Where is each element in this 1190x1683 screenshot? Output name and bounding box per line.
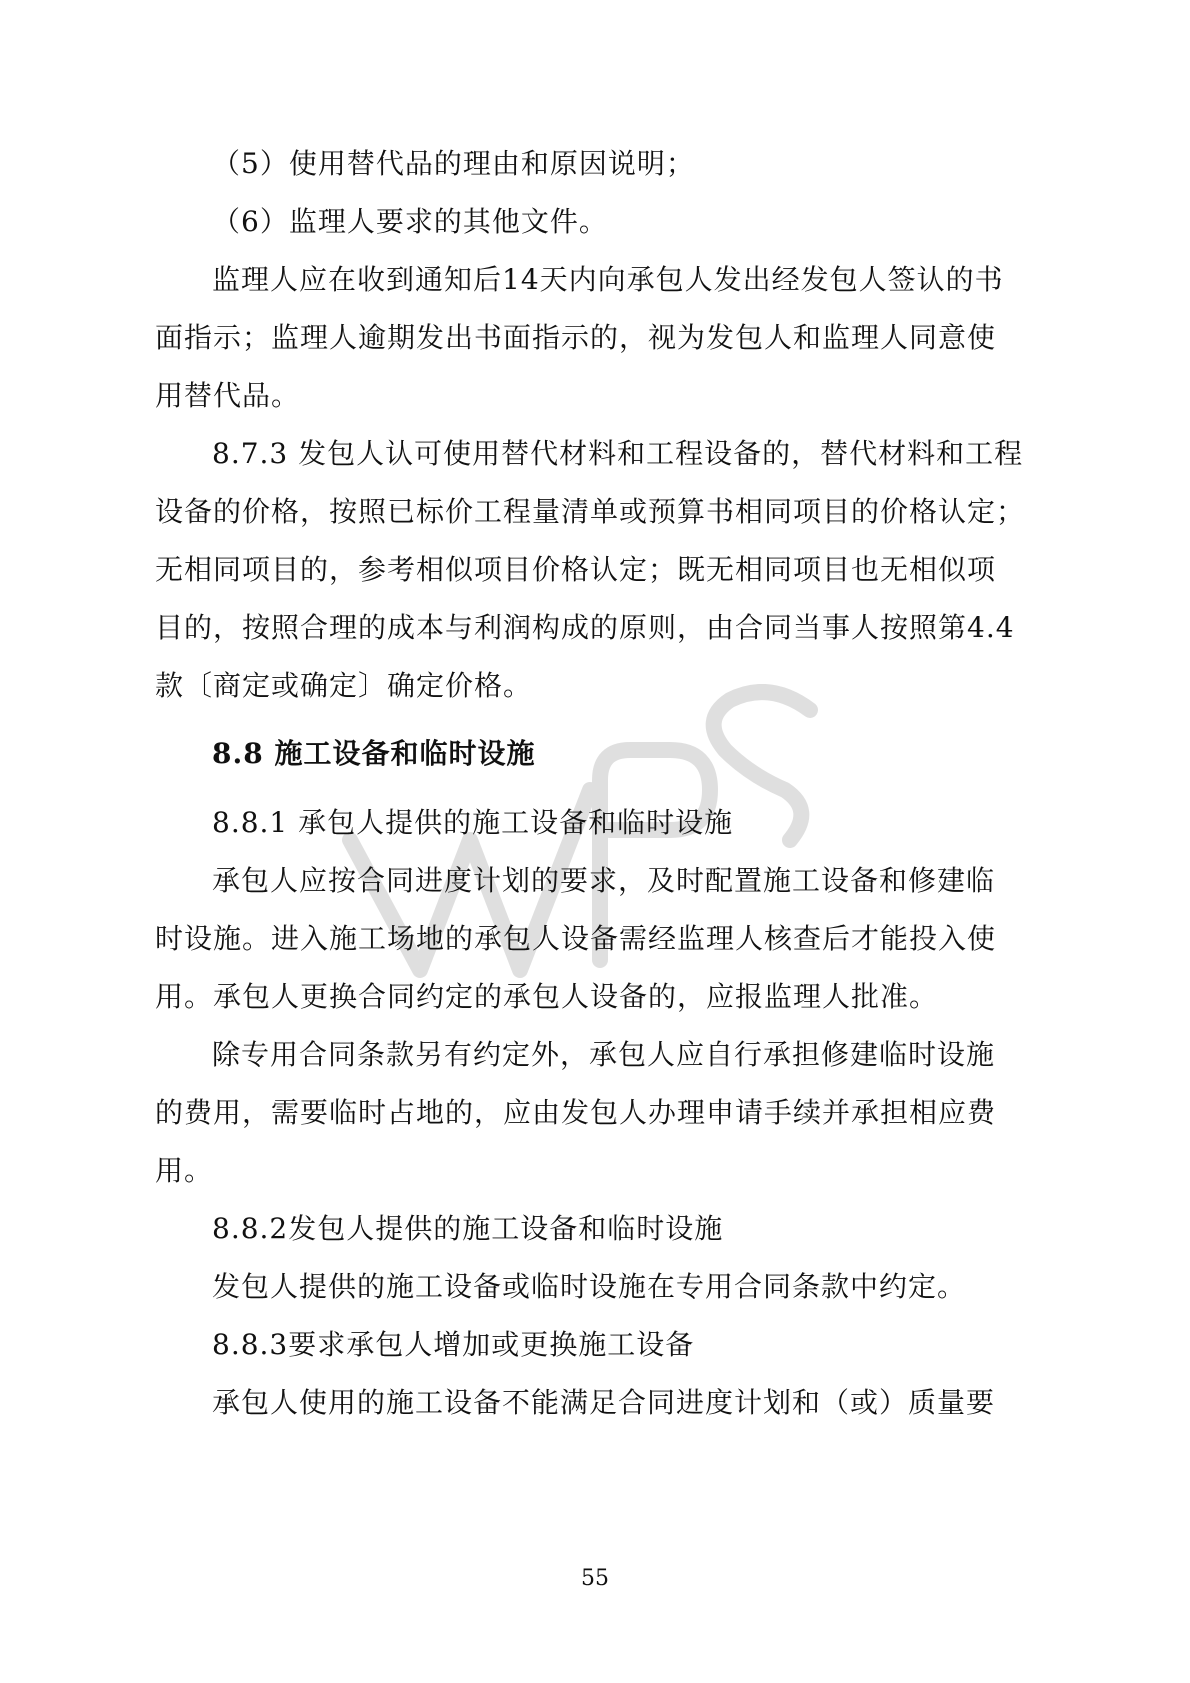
paragraph-line: 发包人提供的施工设备或临时设施在专用合同条款中约定。 [212, 1270, 967, 1303]
paragraph-line: （6）监理人要求的其他文件。 [212, 205, 608, 238]
paragraph-line: 时设施。进入施工场地的承包人设备需经监理人核查后才能投入使 [155, 922, 997, 955]
paragraph-line: 8.7.3 发包人认可使用替代材料和工程设备的，替代材料和工程 [212, 437, 1024, 470]
paragraph-line: 无相同项目的，参考相似项目价格认定；既无相同项目也无相似项 [155, 553, 997, 586]
subsection-heading: 8.8.2发包人提供的施工设备和临时设施 [212, 1212, 724, 1245]
paragraph-line: 用。 [155, 1154, 214, 1187]
paragraph-line: 款〔商定或确定〕确定价格。 [155, 669, 533, 702]
section-heading: 8.8 施工设备和临时设施 [212, 737, 536, 770]
paragraph-line: 除专用合同条款另有约定外，承包人应自行承担修建临时设施 [212, 1038, 996, 1071]
paragraph-line: 的费用，需要临时占地的，应由发包人办理申请手续并承担相应费 [155, 1096, 997, 1129]
paragraph-line: 目的，按照合理的成本与利润构成的原则，由合同当事人按照第4.4 [155, 611, 1015, 644]
paragraph-line: 设备的价格，按照已标价工程量清单或预算书相同项目的价格认定； [155, 495, 1026, 528]
paragraph-line: 监理人应在收到通知后14天内向承包人发出经发包人签认的书 [212, 263, 1004, 296]
paragraph-line: 用替代品。 [155, 379, 301, 412]
paragraph-line: 用。承包人更换合同约定的承包人设备的，应报监理人批准。 [155, 980, 939, 1013]
paragraph-line: 面指示；监理人逾期发出书面指示的，视为发包人和监理人同意使 [155, 321, 997, 354]
subsection-heading: 8.8.1 承包人提供的施工设备和临时设施 [212, 806, 734, 839]
paragraph-line: 承包人应按合同进度计划的要求，及时配置施工设备和修建临 [212, 864, 996, 897]
paragraph-line: 承包人使用的施工设备不能满足合同进度计划和（或）质量要 [212, 1386, 996, 1419]
page-number: 55 [581, 1566, 609, 1591]
subsection-heading: 8.8.3要求承包人增加或更换施工设备 [212, 1328, 695, 1361]
paragraph-line: （5）使用替代品的理由和原因说明； [212, 147, 695, 180]
